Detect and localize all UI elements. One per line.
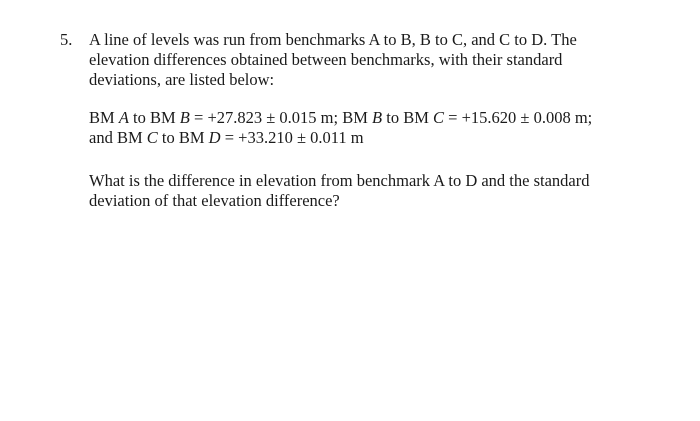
variable-a: A <box>118 108 129 127</box>
intro-line: A line of levels was run from benchmarks A to B, B to C, and C to D. The <box>89 30 577 49</box>
text-segment: to BM <box>157 128 209 147</box>
value-cd: = +33.210 ± 0.011 m <box>220 128 364 147</box>
intro-line: deviations, are listed below: <box>89 70 275 89</box>
problem-intro <box>89 30 649 90</box>
value-ab: = +27.823 ± 0.015 m; BM <box>189 108 373 127</box>
variable-c: C <box>433 108 445 127</box>
text-segment: BM <box>89 108 119 127</box>
intro-line: elevation differences obtained between benchmarks, with their standard <box>89 50 563 69</box>
measurement-line-1 <box>89 108 592 128</box>
question-line: What is the difference in elevation from benchmark A to D and the standard <box>89 171 590 190</box>
measurement-list <box>89 108 592 148</box>
problem-number: 5. <box>60 30 73 49</box>
value-bc: = +15.620 ± 0.008 m; <box>444 108 593 127</box>
variable-d: D <box>208 128 221 147</box>
text-segment: to BM <box>382 108 434 127</box>
variable-b: B <box>179 108 190 127</box>
text-segment: and BM <box>89 128 147 147</box>
text-segment: to BM <box>128 108 180 127</box>
question-line: deviation of that elevation difference? <box>89 191 340 210</box>
variable-c: C <box>146 128 158 147</box>
measurement-line-2 <box>89 128 592 148</box>
variable-b: B <box>372 108 383 127</box>
problem-question <box>89 171 590 211</box>
